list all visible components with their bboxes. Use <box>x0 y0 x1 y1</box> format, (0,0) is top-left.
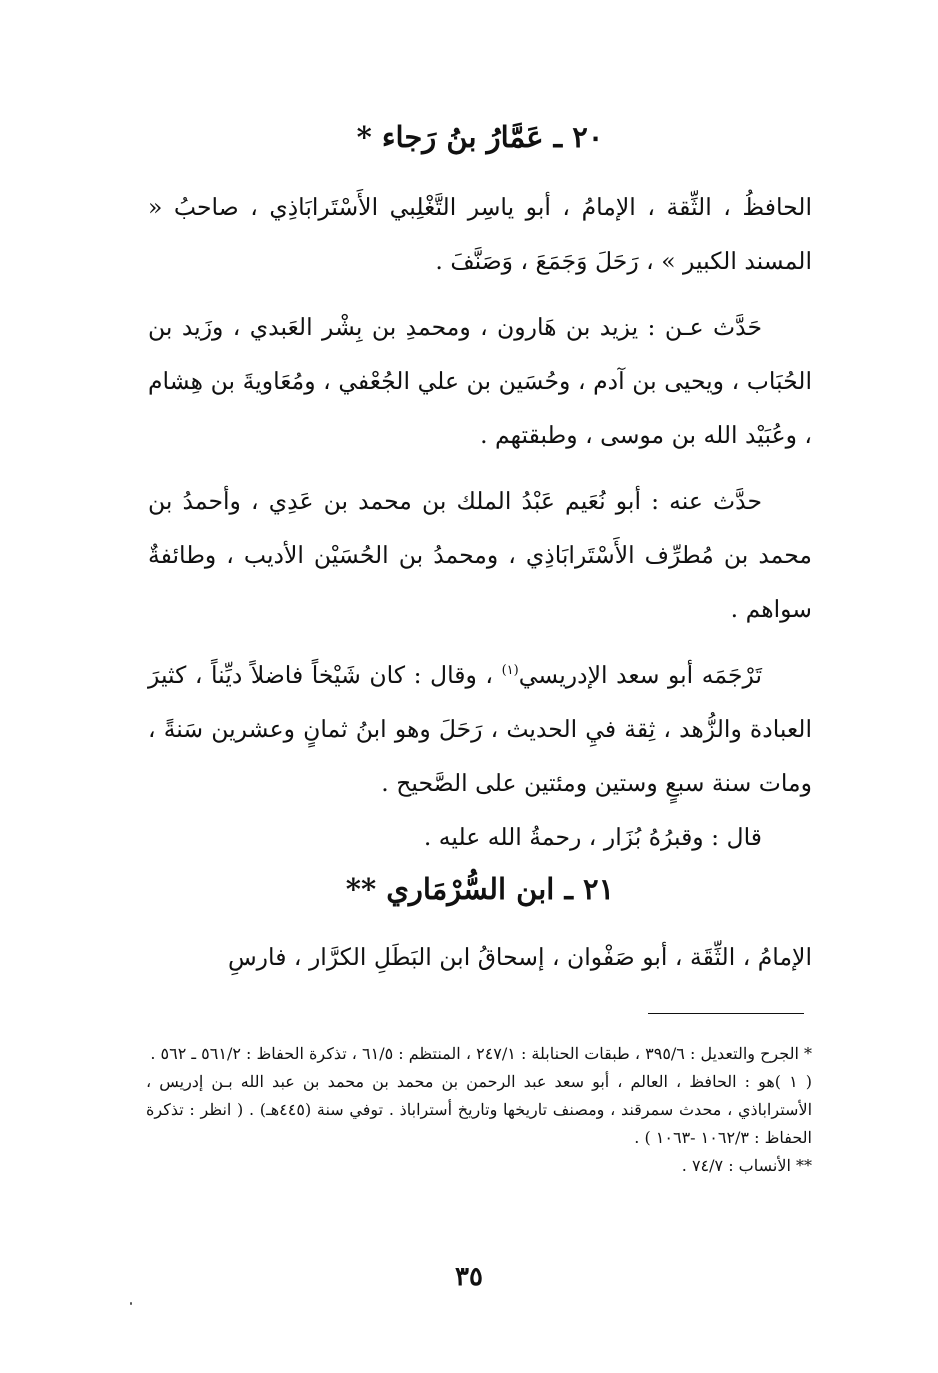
entry-20-body <box>148 180 812 864</box>
footnotes <box>146 1040 812 1180</box>
footnote-double-star: ** الأنساب : ٧٤/٧ . <box>681 1156 812 1175</box>
footnote-reference-1: (١) <box>501 663 519 679</box>
footnote-1: ( ١ )هو : الحافظ ، العالم ، أبو سعد عبد الرحمن بن محمد بن محمد بن عبد الله بـن إدريس ، الأستراباذي ، محدث سمرقند ، ومصنف تاريخها وتاريخ أستراباذ . توفي سنة (٤٤٥هـ) . ( انظر : تذكرة الحفاظ : ١٠٦٢/٣ -١٠٦٣ ) . <box>146 1072 813 1147</box>
entry-20-heading: ٢٠ ـ عَمَّارُ بنُ رَجاء * <box>356 120 604 154</box>
biography-text-start: تَرْجَمَه أبو سعد الإدريسي <box>518 661 762 689</box>
footnote-separator <box>648 1013 804 1014</box>
footnote-star: * الجرح والتعديل : ٣٩٥/٦ ، طبقات الحنابلة : ٢٤٧/١ ، المنتظم : ٦١/٥ ، تذكرة الحفاظ : ٥٦١/٢ ـ ٥٦٢ . <box>150 1044 812 1063</box>
entry-20-intro-paragraph: الحافظُ ، الثِّقة ، الإمامُ ، أبو ياسِر التَّغْلِبي الأَسْتَرابَاذِي ، صاحبُ « المسند الكبير » ، رَحَلَ وَجَمَعَ ، وَصَنَّفَ . <box>148 193 812 275</box>
entry-20-teachers-paragraph: حَدَّث عـن : يزيد بن هَارون ، ومحمدِ بن بِشْر العَبدي ، وزَيد بن الحُبَاب ، ويحيى بن آدم ، وحُسَين بن علي الجُعْفي ، ومُعَاويةَ بن هِشام ، وعُبَيْد الله بن موسى ، وطبقتهم . <box>148 313 812 449</box>
entry-20-students-paragraph: حدَّث عنه : أبو نُعَيم عَبْدُ الملك بن محمد بن عَدِي ، وأحمدُ بن محمد بن مُطرِّف الأَسْتَرابَاذِي ، ومحمدُ بن الحُسَيْن الأديب ، وطائفةٌ سواهم . <box>148 487 812 623</box>
scan-speck <box>130 1302 132 1305</box>
entry-21-heading: ٢١ ـ ابن السُّرْمَاري ** <box>345 872 615 906</box>
entry-20-closing-paragraph: قال : وقبرُهُ بُزَار ، رحمةُ الله عليه . <box>423 823 762 851</box>
entry-20-biography-paragraph <box>148 648 812 810</box>
biography-text-rest: ، وقال : كان شَيْخاً فاضلاً ديِّناً ، كثيرَ العبادة والزُّهد ، ثِقة فيِ الحديث ، رَحَلَ وهو ابنُ ثمانٍ وعشرين سَنةً ، ومات سنة سبعٍ وستين ومئتين على الصَّحيح . <box>148 661 812 797</box>
page-number: ٣٥ <box>455 1262 483 1292</box>
entry-21-intro-paragraph: الإمامُ ، الثِّقَة ، أبو صَفْوان ، إسحاقُ ابن البَطَلِ الكرَّار ، فارسِ <box>228 943 812 971</box>
entry-21-body <box>148 930 812 984</box>
